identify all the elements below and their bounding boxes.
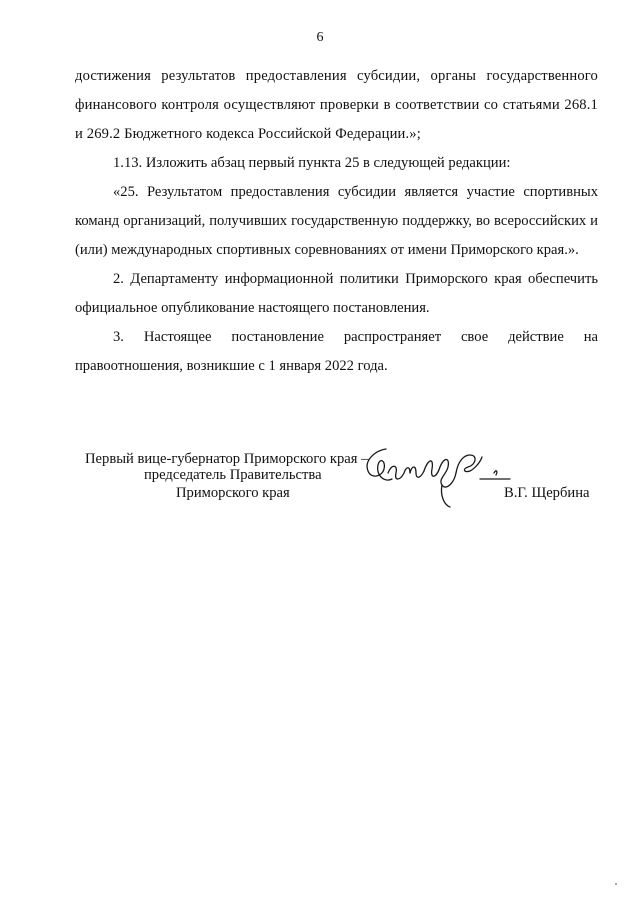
signatory-name: В.Г. Щербина <box>504 485 590 501</box>
signatory-title-line-1: Первый вице-губернатор Приморского края – <box>85 451 369 467</box>
handwritten-signature <box>358 443 518 533</box>
paragraph-1-13: 1.13. Изложить абзац первый пункта 25 в следующей редакции: <box>113 155 511 171</box>
paragraph-25-result: «25. Результатом предоставления субсидии является участие спортивных команд организаций, получивших государственную поддержку, во всероссийских и (или) международных спортивных соревнованиях от имени Приморского края.». <box>75 184 598 258</box>
scan-artifact-dot <box>615 883 617 885</box>
paragraph-3-effect: 3. Настоящее постановление распространяет свое действие на правоотношения, возникшие с 1 января 2022 года. <box>75 329 598 374</box>
page-number: 6 <box>316 30 324 45</box>
paragraph-subsidy-control: достижения результатов предоставления субсидии, органы государственного финансового контроля осуществляют проверки в соответствии со статьями 268.1 и 269.2 Бюджетного кодекса Российской Федерации.»; <box>75 68 598 142</box>
paragraph-2-publication: 2. Департаменту информационной политики Приморского края обеспечить официальное опубликование настоящего постановления. <box>75 271 598 316</box>
signatory-title-line-2: председатель Правительства <box>144 467 322 483</box>
signatory-title-line-3: Приморского края <box>176 485 290 501</box>
